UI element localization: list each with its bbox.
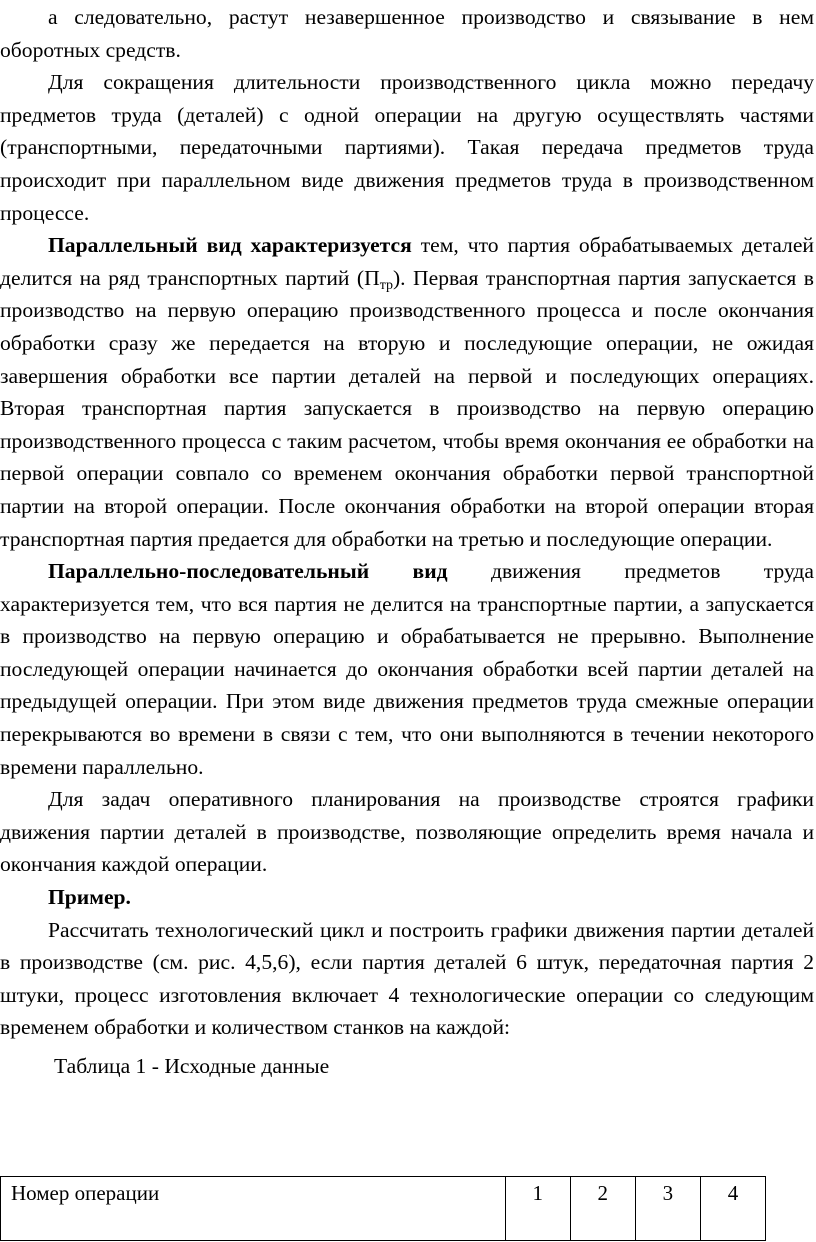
parallel-text-part1: тем, что партия обрабатываемых деталей делится на ряд транспортных партий (П: [0, 233, 814, 290]
paragraph-planning: Для задач оперативного планирования на производстве строятся графики движения партии деталей в производстве, позволяющие определить время начала и окончания каждой операции.: [0, 787, 814, 877]
table-row: [1, 1177, 766, 1241]
heading-example: Пример.: [48, 885, 131, 910]
table-column-2: 2: [570, 1177, 635, 1241]
paragraph-example-task: Рассчитать технологический цикл и построить графики движения партии деталей в производстве (см. рис. 4,5,6), если партия деталей 6 штук, передаточная партия 2 штуки, процесс изготовления включает 4 технологические операции со следующим временем обработки и количеством станков на каждой:: [0, 917, 814, 1040]
document-body: [0, 1, 814, 1083]
parallel-text-part2: ). Первая транспортная партия запускается в производство на первую операцию производственного процесса и после окончания обработки сразу же передается на вторую и последующие операции, не ожидая завершения обработки все партии деталей на первой и последующих операциях. Вторая транспортная партия запускается в производство на первую операцию производственного процесса с таким расчетом, чтобы время окончания ее обработки на первой операции совпало со временем окончания обработки первой транспортной партии на второй операции. После окончания обработки на второй операции вторая транспортная партия предается для обработки на третью и последующие операции.: [0, 265, 814, 551]
source-data-table: [0, 1176, 766, 1241]
parallel-sequential-text: движения предметов труда характеризуется тем, что вся партия не делится на транспортные партии, а запускается в производство на первую операцию и обрабатывается не прерывно. Выполнение последующей операции начинается до окончания обработки всей партии деталей на предыдущей операции. При этом виде движения предметов труда смежные операции перекрываются во времени в связи с тем, что они выполняются в течении некоторого времени параллельно.: [0, 559, 814, 779]
table-column-1: 1: [505, 1177, 570, 1241]
table-header-label: Номер операции: [1, 1177, 506, 1241]
paragraph-parallel-sequential-type: [0, 555, 814, 783]
table-column-3: 3: [635, 1177, 700, 1241]
term-parallel-type: Параллельный вид характеризуется: [48, 233, 412, 258]
table-caption: Таблица 1 - Исходные данные: [54, 1054, 330, 1078]
paragraph-continuation: а следовательно, растут незавершенное производство и связывание в нем оборотных средств.: [0, 5, 814, 62]
table-column-4: 4: [700, 1177, 765, 1241]
subscript-tr: тр: [379, 277, 393, 293]
paragraph-cycle-reduction: Для сокращения длительности производственного цикла можно передачу предметов труда (деталей) с одной операции на другую осуществлять частями (транспортными, передаточными партиями). Такая передача предметов труда происходит при параллельном виде движения предметов труда в производственном процессе.: [0, 70, 814, 225]
paragraph-parallel-type: [0, 229, 814, 555]
term-parallel-sequential-type: Параллельно-последовательный вид: [48, 559, 448, 584]
